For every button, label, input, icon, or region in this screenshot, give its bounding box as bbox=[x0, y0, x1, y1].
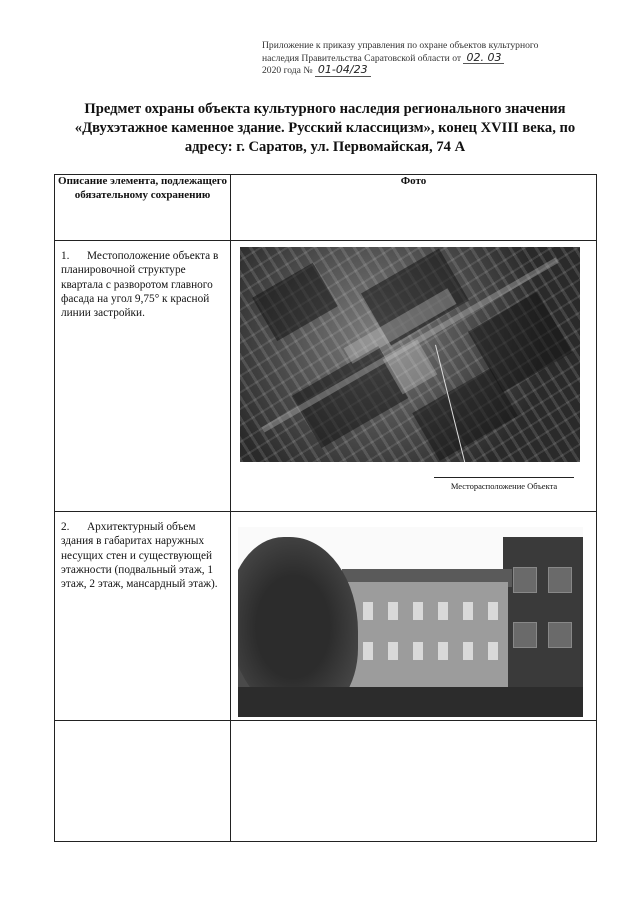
row-description bbox=[55, 241, 231, 512]
appendix-line-1: Приложение к приказу управления по охране объектов культурного bbox=[262, 40, 539, 51]
protection-table bbox=[54, 174, 597, 842]
row-photo bbox=[231, 512, 597, 721]
row-number: 2. bbox=[61, 521, 70, 533]
appendix-year-label: 2020 года № bbox=[262, 65, 313, 76]
table-row bbox=[55, 512, 597, 721]
appendix-line-3 bbox=[262, 64, 612, 77]
appendix-number-handwritten: 01-04/23 bbox=[315, 64, 371, 77]
building-facade-photo bbox=[238, 527, 583, 717]
row-description bbox=[55, 512, 231, 721]
title-line-1: Предмет охраны объекта культурного наследия регионального значения bbox=[84, 101, 566, 117]
row-text: Местоположение объекта в планировочной структуре квартала с разворотом главного фасада на угол 9,75° к красной линии застройки. bbox=[61, 250, 219, 320]
table-header-row bbox=[55, 175, 597, 241]
appendix-line-2 bbox=[262, 52, 612, 65]
table-row-empty bbox=[55, 721, 597, 842]
row-number: 1. bbox=[61, 250, 70, 262]
document-title bbox=[40, 100, 610, 157]
appendix-note bbox=[262, 40, 612, 77]
appendix-org: наследия Правительства Саратовской области от bbox=[262, 52, 462, 64]
title-line-3: адресу: г. Саратов, ул. Первомайская, 74 А bbox=[184, 139, 466, 155]
header-photo: Фото bbox=[231, 175, 597, 241]
row-text: Архитектурный объем здания в габаритах наружных несущих стен и существующей этажности (подвальный этаж, 1 этаж, 2 этаж, мансардный этаж). bbox=[61, 521, 218, 591]
title-line-2: «Двухэтажное каменное здание. Русский классицизм», конец XVIII века, по bbox=[74, 120, 576, 136]
aerial-map-photo bbox=[240, 247, 580, 462]
table-row bbox=[55, 241, 597, 512]
row-description-empty bbox=[55, 721, 231, 842]
photo-caption: Месторасположение Объекта bbox=[434, 477, 574, 491]
header-description: Описание элемента, подлежащего обязательному сохранению bbox=[55, 175, 231, 241]
row-photo-empty bbox=[231, 721, 597, 842]
row-photo bbox=[231, 241, 597, 512]
appendix-date-handwritten: 02. 03 bbox=[463, 52, 504, 65]
